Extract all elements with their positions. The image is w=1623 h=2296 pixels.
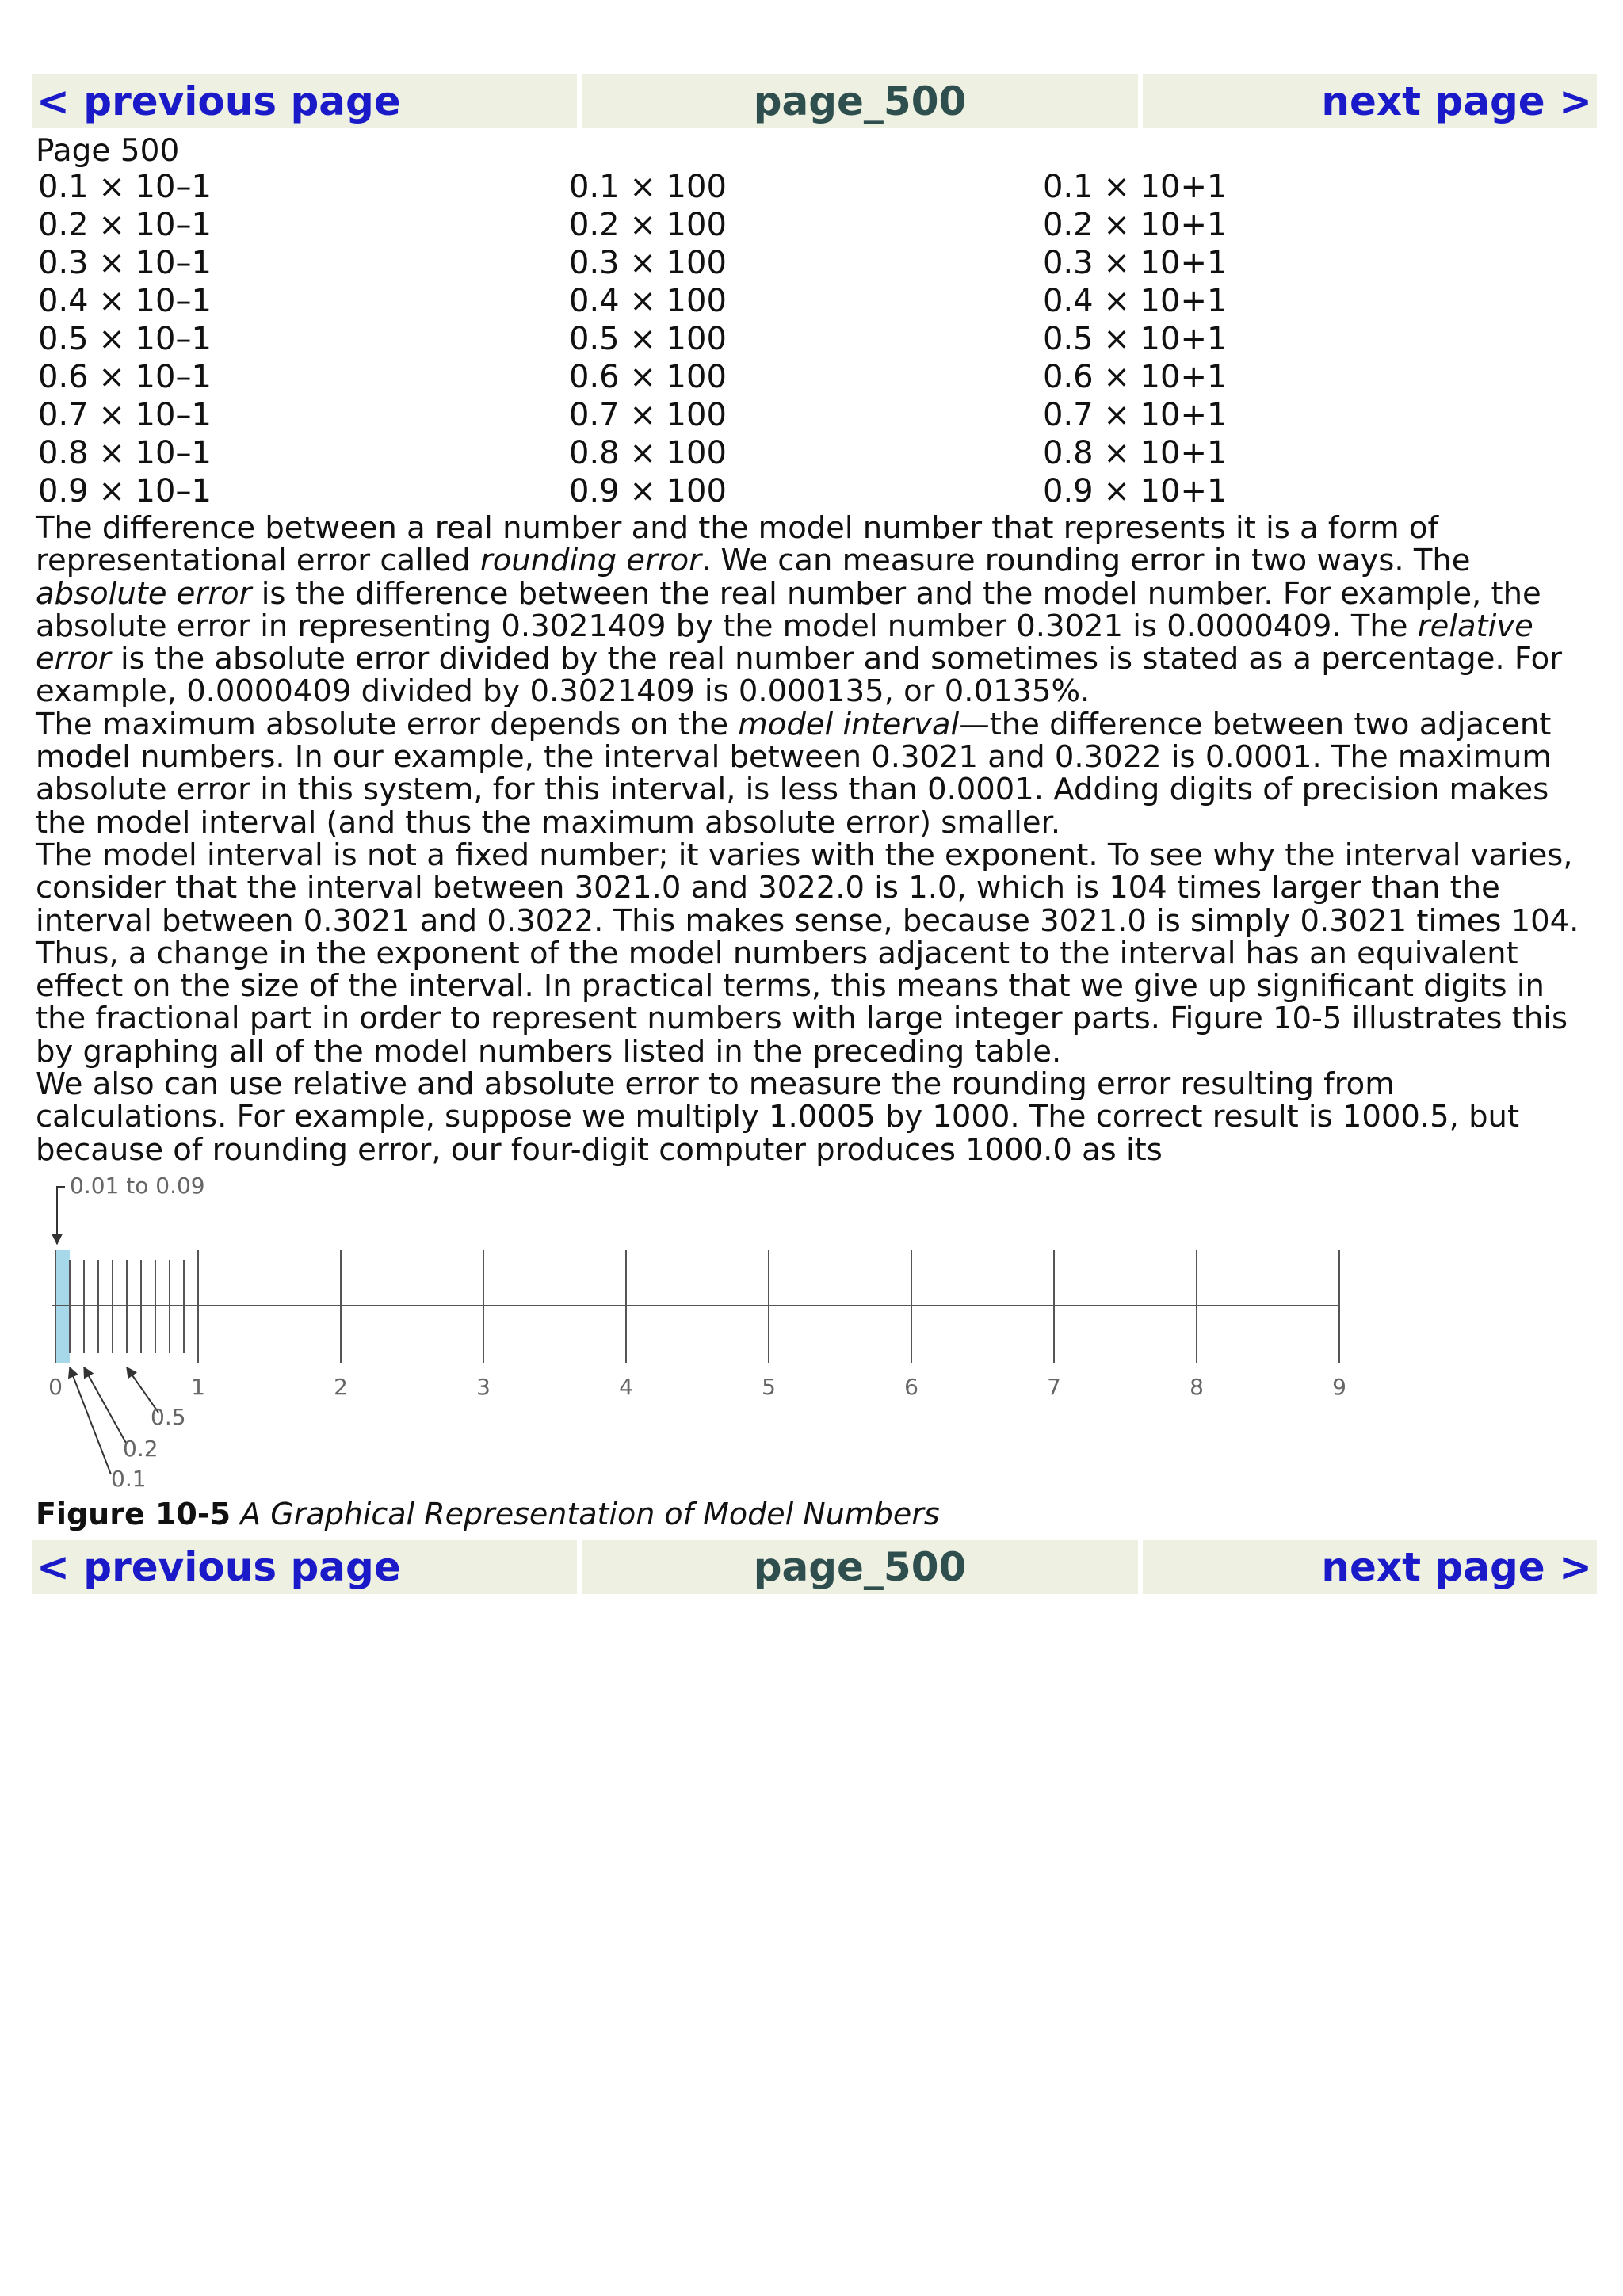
page-indicator: page_500 <box>582 74 1138 128</box>
model-numbers-row <box>38 472 1306 510</box>
axis-tick-label: 6 <box>904 1374 918 1400</box>
model-number-cell: 0.9 × 10+1 <box>1043 473 1228 509</box>
pointer-label: 0.2 <box>123 1436 158 1462</box>
next-page-link[interactable]: next page > <box>1143 1540 1597 1594</box>
axis-tick-label: 1 <box>191 1374 205 1400</box>
model-numbers-row <box>38 282 1306 320</box>
model-number-cell: 0.9 × 100 <box>569 473 727 509</box>
italic-term: absolute error <box>36 575 252 612</box>
previous-page-link[interactable]: < previous page <box>32 74 577 128</box>
model-number-cell: 0.3 × 10+1 <box>1043 245 1228 281</box>
pointer-label: 0.5 <box>151 1404 186 1430</box>
model-number-cell: 0.4 × 10–1 <box>38 283 212 319</box>
text-run: is the absolute error divided by the real number and sometimes is stated as a percentage. For example, 0.0000409 divided by 0.3021409 is 0.000135, or 0.0135%. <box>36 641 1563 710</box>
axis-tick-label: 2 <box>334 1374 348 1400</box>
nav-bar-top <box>32 74 1597 128</box>
model-number-cell: 0.7 × 100 <box>569 397 727 433</box>
text-run: The difference between a real number and the model number that represents it is a form of representational error called <box>36 510 1439 579</box>
model-numbers-figure <box>32 1171 1395 1496</box>
italic-term: rounding error <box>479 543 701 579</box>
text-run: —the difference between two adjacent model numbers. In our example, the interval between 0.3021 and 0.3022 is 0.0001. The maximum absolute error in this system, for this interval, is less than 0.0001. Adding digits of precision makes the model interval (and thus the maximum absolute error) smaller. <box>36 706 1552 841</box>
model-number-cell: 0.5 × 10–1 <box>38 321 212 357</box>
model-number-cell: 0.2 × 10+1 <box>1043 207 1228 243</box>
model-numbers-row <box>38 206 1306 244</box>
axis-tick-label: 4 <box>619 1374 633 1400</box>
text-run: The maximum absolute error depends on the <box>36 706 739 742</box>
model-number-cell: 0.3 × 100 <box>569 245 727 281</box>
model-number-cell: 0.8 × 10+1 <box>1043 435 1228 471</box>
model-number-cell: 0.9 × 10–1 <box>38 473 212 509</box>
text-run: . We can measure rounding error in two ways. The <box>701 543 1471 579</box>
model-number-cell: 0.2 × 10–1 <box>38 207 212 243</box>
paragraph <box>36 839 1589 1068</box>
model-number-cell: 0.2 × 100 <box>569 207 727 243</box>
model-number-cell: 0.7 × 10–1 <box>38 397 212 433</box>
model-numbers-row <box>38 358 1306 396</box>
model-number-cell: 0.5 × 100 <box>569 321 727 357</box>
model-number-cell: 0.5 × 10+1 <box>1043 321 1228 357</box>
model-number-cell: 0.7 × 10+1 <box>1043 397 1228 433</box>
model-number-cell: 0.4 × 10+1 <box>1043 283 1228 319</box>
model-number-cell: 0.1 × 10–1 <box>38 169 212 205</box>
previous-page-link[interactable]: < previous page <box>32 1540 577 1594</box>
annotation-bracket <box>57 1187 65 1207</box>
axis-tick-label: 9 <box>1332 1374 1346 1400</box>
model-number-cell: 0.1 × 100 <box>569 169 727 205</box>
model-numbers-row <box>38 168 1306 206</box>
paragraph <box>36 512 1589 708</box>
page-indicator: page_500 <box>582 1540 1138 1594</box>
axis-tick-label: 0 <box>48 1374 63 1400</box>
model-numbers-row <box>38 244 1306 282</box>
text-run: We also can use relative and absolute error to measure the rounding error resulting from calculations. For example, suppose we multiply 1.0005 by 1000. The correct result is 1000.5, but because of rounding error, our four-digit computer produces 1000.0 as its <box>36 1066 1520 1168</box>
paragraph <box>36 1068 1589 1166</box>
figure-caption <box>36 1496 940 1532</box>
model-number-cell: 0.1 × 10+1 <box>1043 169 1228 205</box>
figure-caption-number: Figure 10-5 <box>36 1497 231 1531</box>
italic-term: model interval <box>738 706 960 742</box>
axis-tick-label: 8 <box>1190 1374 1204 1400</box>
nav-bar-bottom <box>32 1540 1597 1594</box>
model-numbers-row <box>38 320 1306 358</box>
model-number-cell: 0.6 × 10+1 <box>1043 359 1228 395</box>
body-text <box>36 512 1589 1166</box>
pointer-arrow <box>84 1367 127 1444</box>
model-number-cell: 0.3 × 10–1 <box>38 245 212 281</box>
text-run: The model interval is not a fixed number; it varies with the exponent. To see why the interval varies, consider that the interval between 3021.0 and 3022.0 is 1.0, which is 104 times larger than the interval between 0.3021 and 0.3022. This makes sense, because 3021.0 is simply 0.3021 times 104. Thus, a change in the exponent of the model numbers adjacent to the interval has an equivalent effect on the size of the interval. In practical terms, this means that we give up significant digits in the fractional part in order to represent numbers with large integer parts. Figure 10-5 illustrates this by graphing all of the model numbers listed in the preceding table. <box>36 837 1579 1070</box>
model-number-cell: 0.6 × 100 <box>569 359 727 395</box>
model-number-cell: 0.8 × 100 <box>569 435 727 471</box>
italic-term: relative error <box>36 608 1533 677</box>
model-number-cell: 0.4 × 100 <box>569 283 727 319</box>
paragraph <box>36 708 1589 839</box>
top-annotation: 0.01 to 0.09 <box>70 1173 205 1199</box>
page-number-title: Page 500 <box>36 133 180 169</box>
pointer-label: 0.1 <box>111 1466 147 1492</box>
model-number-cell: 0.8 × 10–1 <box>38 435 212 471</box>
text-run: is the difference between the real number and the model number. For example, the absolute error in representing 0.3021409 by the model number 0.3021 is 0.0000409. The <box>36 575 1541 644</box>
next-page-link[interactable]: next page > <box>1143 74 1597 128</box>
model-numbers-row <box>38 434 1306 472</box>
axis-tick-label: 5 <box>762 1374 776 1400</box>
model-number-cell: 0.6 × 10–1 <box>38 359 212 395</box>
pointer-arrow <box>70 1367 111 1474</box>
model-numbers-row <box>38 396 1306 434</box>
axis-tick-label: 3 <box>476 1374 491 1400</box>
figure-caption-title: A Graphical Representation of Model Numbers <box>240 1497 940 1531</box>
axis-tick-label: 7 <box>1047 1374 1061 1400</box>
